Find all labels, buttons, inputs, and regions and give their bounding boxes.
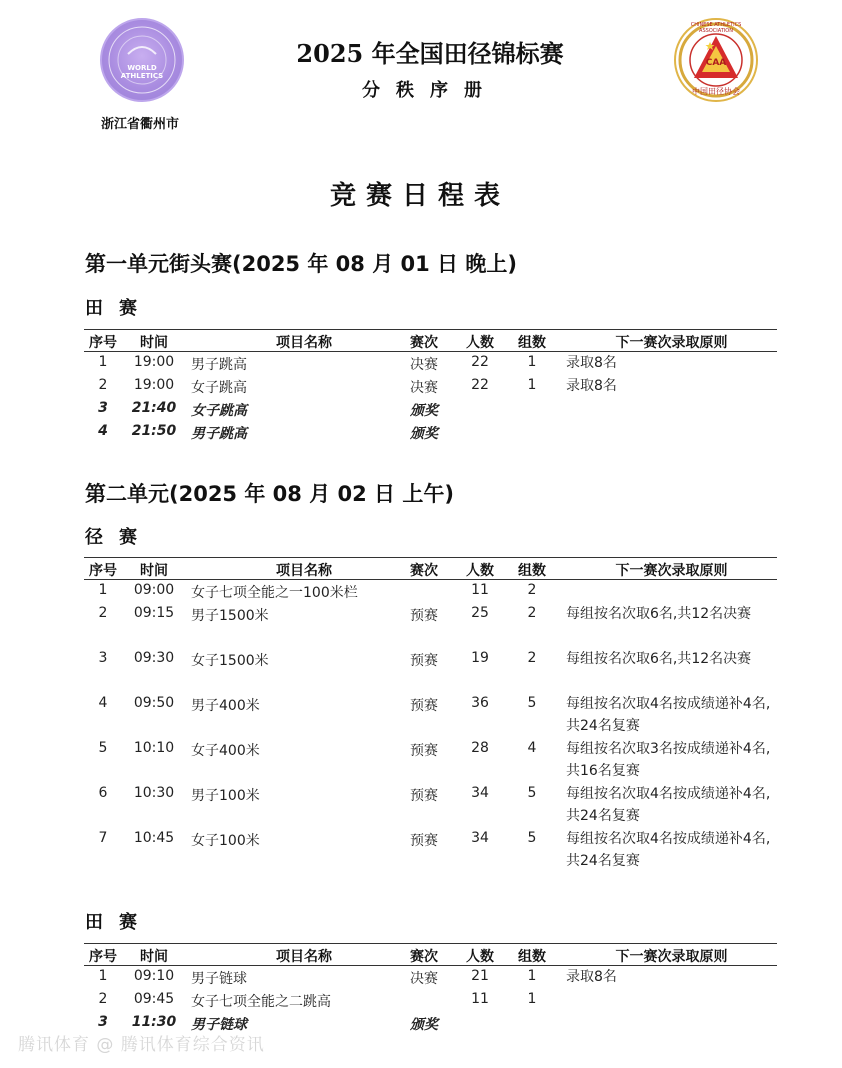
cell-round: 预赛 xyxy=(410,698,438,714)
cell-groups: 1 xyxy=(527,377,537,393)
cell-round: 决赛 xyxy=(410,971,438,987)
col-event: 项目名称 xyxy=(276,335,332,351)
category-label: 径赛 xyxy=(85,527,153,548)
table-row xyxy=(84,421,777,444)
cell-event: 女子400米 xyxy=(191,743,260,759)
cell-event: 女子七项全能之二跳高 xyxy=(191,994,331,1010)
cell-round: 颁奖 xyxy=(410,1017,438,1033)
cell-athletes: 28 xyxy=(471,740,489,756)
cell-no: 3 xyxy=(98,1014,108,1030)
cell-athletes: 34 xyxy=(471,785,489,801)
cell-groups: 5 xyxy=(527,695,537,711)
cell-event: 男子跳高 xyxy=(191,357,247,373)
col-round: 赛次 xyxy=(410,563,438,579)
table-header xyxy=(84,557,777,580)
col-time: 时间 xyxy=(140,335,168,351)
table-row xyxy=(84,375,777,398)
cell-event: 女子1500米 xyxy=(191,653,269,669)
cell-event: 女子跳高 xyxy=(191,403,247,419)
table-row xyxy=(84,648,777,693)
cell-athletes: 11 xyxy=(471,582,489,598)
col-time: 时间 xyxy=(140,563,168,579)
cell-athletes: 36 xyxy=(471,695,489,711)
cell-rule: 每组按名次取4名按成绩递补4名,共24名复赛 xyxy=(566,831,771,869)
col-time: 时间 xyxy=(140,949,168,965)
col-athletes: 人数 xyxy=(466,949,494,965)
schedule-table xyxy=(84,329,777,444)
col-round: 赛次 xyxy=(410,335,438,351)
cell-no: 1 xyxy=(98,582,108,598)
cell-no: 4 xyxy=(98,423,108,439)
cell-no: 5 xyxy=(98,740,108,756)
cell-athletes: 34 xyxy=(471,830,489,846)
col-event: 项目名称 xyxy=(276,563,332,579)
col-athletes: 人数 xyxy=(466,563,494,579)
cell-time: 09:10 xyxy=(133,968,175,984)
cell-time: 09:45 xyxy=(133,991,175,1007)
table-header xyxy=(84,943,777,966)
cell-event: 女子七项全能之一100米栏 xyxy=(191,585,358,601)
watermark: 腾讯体育 @ 腾讯体育综合资讯 xyxy=(18,1035,265,1055)
cell-athletes: 22 xyxy=(471,354,489,370)
cell-groups: 1 xyxy=(527,991,537,1007)
cell-time: 10:10 xyxy=(133,740,175,756)
cell-round: 决赛 xyxy=(410,357,438,373)
logo-left-text: WORLD ATHLETICS xyxy=(120,64,164,80)
cell-time: 11:30 xyxy=(131,1014,177,1030)
table-row xyxy=(84,580,777,603)
cell-event: 男子1500米 xyxy=(191,608,269,624)
col-groups: 组数 xyxy=(518,335,546,351)
chinese-athletics-association-logo xyxy=(674,18,758,102)
cell-rule: 每组按名次取4名按成绩递补4名,共24名复赛 xyxy=(566,786,771,824)
cell-time: 21:40 xyxy=(131,400,177,416)
cell-athletes: 19 xyxy=(471,650,489,666)
col-round: 赛次 xyxy=(410,949,438,965)
cell-round: 决赛 xyxy=(410,380,438,396)
cell-no: 1 xyxy=(98,968,108,984)
cell-no: 1 xyxy=(98,354,108,370)
cell-rule: 每组按名次取3名按成绩递补4名,共16名复赛 xyxy=(566,741,771,779)
table-row xyxy=(84,693,777,738)
cell-groups: 1 xyxy=(527,354,537,370)
table-row xyxy=(84,828,777,873)
session-title: 第一单元街头赛(2025 年 08 月 01 日 晚上) xyxy=(85,252,517,276)
cell-round: 颁奖 xyxy=(410,403,438,419)
cell-rule: 每组按名次取4名按成绩递补4名,共24名复赛 xyxy=(566,696,771,734)
category-label: 田赛 xyxy=(85,298,153,319)
cell-event: 女子跳高 xyxy=(191,380,247,396)
cell-event: 男子400米 xyxy=(191,698,260,714)
cell-rule: 录取8名 xyxy=(566,378,617,394)
col-event: 项目名称 xyxy=(276,949,332,965)
host-city: 浙江省衢州市 xyxy=(100,117,179,132)
category-label: 田赛 xyxy=(85,912,153,933)
cell-no: 2 xyxy=(98,991,108,1007)
schedule-title: 竞赛日程表 xyxy=(329,181,510,211)
cell-no: 2 xyxy=(98,377,108,393)
logo-right-text: CHINESE ATHLETICS ASSOCIATION xyxy=(690,22,742,34)
logo-right-mark: CAA xyxy=(705,58,727,68)
logo-right-cn: 中国田径协会 xyxy=(692,87,740,96)
page-subtitle: 分秩序册 xyxy=(362,80,498,101)
cell-groups: 4 xyxy=(527,740,537,756)
cell-round: 预赛 xyxy=(410,608,438,624)
col-groups: 组数 xyxy=(518,563,546,579)
col-no: 序号 xyxy=(89,563,117,579)
col-no: 序号 xyxy=(89,335,117,351)
table-row xyxy=(84,352,777,375)
cell-time: 19:00 xyxy=(133,354,175,370)
cell-rule: 每组按名次取6名,共12名决赛 xyxy=(566,606,752,622)
cell-time: 09:00 xyxy=(133,582,175,598)
cell-no: 4 xyxy=(98,695,108,711)
cell-athletes: 25 xyxy=(471,605,489,621)
table-row xyxy=(84,966,777,989)
cell-no: 2 xyxy=(98,605,108,621)
col-rule: 下一赛次录取原则 xyxy=(615,335,728,351)
session-title: 第二单元(2025 年 08 月 02 日 上午) xyxy=(85,482,454,506)
table-row xyxy=(84,989,777,1012)
cell-no: 3 xyxy=(98,400,108,416)
table-row xyxy=(84,783,777,828)
world-athletics-label-logo xyxy=(100,18,184,102)
cell-groups: 2 xyxy=(527,650,537,666)
table-row xyxy=(84,603,777,648)
cell-groups: 2 xyxy=(527,605,537,621)
cell-event: 男子链球 xyxy=(191,971,247,987)
cell-time: 09:15 xyxy=(133,605,175,621)
cell-time: 09:50 xyxy=(133,695,175,711)
cell-no: 3 xyxy=(98,650,108,666)
cell-time: 10:45 xyxy=(133,830,175,846)
col-groups: 组数 xyxy=(518,949,546,965)
cell-round: 预赛 xyxy=(410,833,438,849)
cell-groups: 5 xyxy=(527,830,537,846)
col-rule: 下一赛次录取原则 xyxy=(615,949,728,965)
cell-groups: 5 xyxy=(527,785,537,801)
cell-round: 颁奖 xyxy=(410,426,438,442)
col-rule: 下一赛次录取原则 xyxy=(615,563,728,579)
cell-time: 21:50 xyxy=(131,423,177,439)
schedule-table xyxy=(84,943,777,1035)
cell-athletes: 11 xyxy=(471,991,489,1007)
page-title: 2025 年全国田径锦标赛 xyxy=(296,39,564,68)
cell-time: 09:30 xyxy=(133,650,175,666)
cell-event: 女子100米 xyxy=(191,833,260,849)
cell-groups: 2 xyxy=(527,582,537,598)
cell-round: 预赛 xyxy=(410,788,438,804)
table-header xyxy=(84,329,777,352)
cell-round: 预赛 xyxy=(410,743,438,759)
col-no: 序号 xyxy=(89,949,117,965)
cell-rule: 录取8名 xyxy=(566,355,617,371)
table-row xyxy=(84,738,777,783)
cell-athletes: 22 xyxy=(471,377,489,393)
cell-event: 男子跳高 xyxy=(191,426,247,442)
table-row xyxy=(84,398,777,421)
cell-round: 预赛 xyxy=(410,653,438,669)
cell-no: 7 xyxy=(98,830,108,846)
schedule-table xyxy=(84,557,777,873)
cell-athletes: 21 xyxy=(471,968,489,984)
cell-time: 19:00 xyxy=(133,377,175,393)
cell-rule: 录取8名 xyxy=(566,969,617,985)
cell-no: 6 xyxy=(98,785,108,801)
cell-groups: 1 xyxy=(527,968,537,984)
cell-rule: 每组按名次取6名,共12名决赛 xyxy=(566,651,752,667)
col-athletes: 人数 xyxy=(466,335,494,351)
cell-time: 10:30 xyxy=(133,785,175,801)
cell-event: 男子100米 xyxy=(191,788,260,804)
cell-event: 男子链球 xyxy=(191,1017,247,1033)
